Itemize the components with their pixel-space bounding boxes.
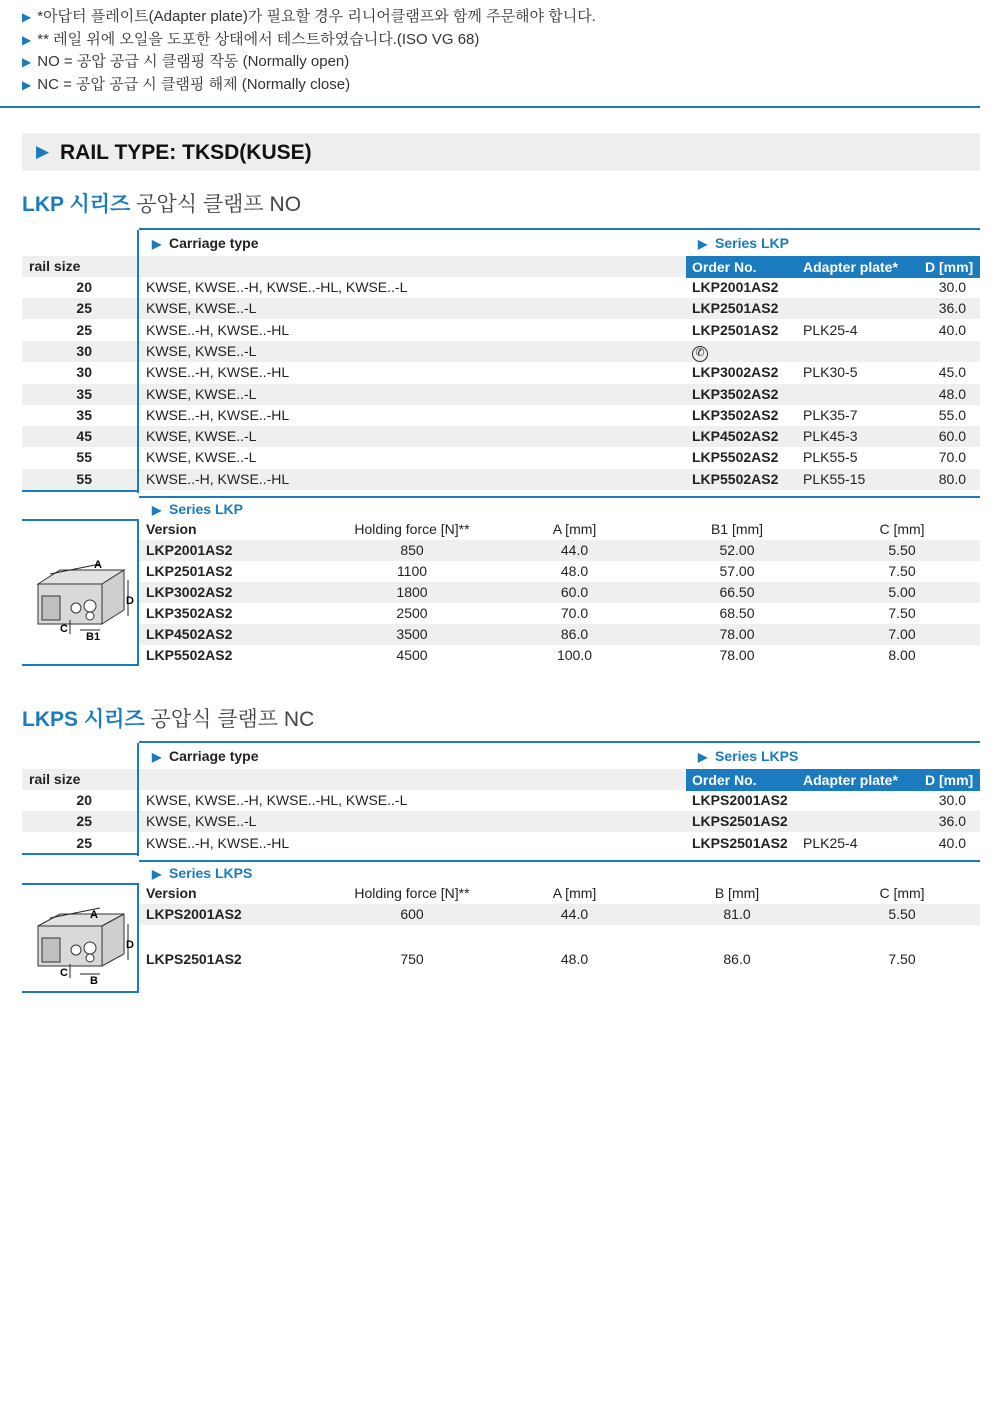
dimension-cell: LKP3502AS2 [146,605,233,621]
dimension-cell: 48.0 [560,950,589,967]
dimension-cell: 7.50 [888,950,916,967]
svg-text:B1: B1 [86,631,101,643]
dimension-cell: 48.0 [560,563,589,579]
note-adapter: ▶ *아답터 플레이트(Adapter plate)가 필요할 경우 리니어클램프와 함께 주문해야 합니다. [22,8,596,25]
dimension-cell: 60.0 [560,584,589,600]
dimension-header-row [22,519,980,540]
rail-size-header: rail size [29,258,81,274]
order-no-cell: LKP5502AS2 [692,449,779,466]
table-row [139,904,980,925]
dimension-cell: 3500 [396,626,428,642]
table-row [22,469,980,490]
rail-type-bar [22,133,980,171]
column-header: A [mm] [552,885,597,901]
rail-size-cell: 25 [76,834,92,851]
d-cell: 45.0 [938,364,966,381]
dimension-cell: 1100 [396,563,428,579]
lkp-section-title: LKP 시리즈 공압식 클램프 NO [22,193,302,216]
carriage-cell: KWSE..-H, KWSE..-HL [146,364,290,381]
series-header: ▶ Series LKP [698,235,789,251]
table-row [22,833,980,854]
table-row [139,925,980,993]
carriage-cell: KWSE, KWSE..-L [146,342,257,359]
dimension-cell: 750 [400,950,424,967]
carriage-type-header: ▶ Carriage type [152,748,259,764]
triangle-icon: ▶ [36,142,50,161]
table-row [139,561,980,582]
svg-text:C: C [60,967,68,979]
d-cell: 36.0 [938,813,966,830]
carriage-cell: KWSE, KWSE..-L [146,449,257,466]
dimension-cell: 66.50 [719,584,755,600]
d-cell: 55.0 [938,406,966,423]
order-no-cell: LKP2501AS2 [692,300,779,317]
order-no-cell: LKP2001AS2 [692,279,779,295]
rail-size-cell: 55 [76,470,92,487]
rail-size-cell: 25 [76,321,92,338]
column-header: A [mm] [552,521,597,537]
carriage-cell: KWSE..-H, KWSE..-HL [146,834,290,851]
dimension-header-row [22,883,980,904]
series-header: ▶ Series LKPS [152,865,253,881]
carriage-cell: KWSE, KWSE..-L [146,300,257,317]
dimension-cell: 52.00 [719,542,755,558]
dimension-cell: 600 [400,906,424,922]
rail-size-cell: 35 [76,385,92,402]
notes [22,6,596,96]
carriage-cell: KWSE, KWSE..-L [146,813,257,830]
column-header: B [mm] [714,885,760,901]
order-no-cell: LKP3002AS2 [692,364,779,381]
note-oil: ▶ ** 레일 위에 오일을 도포한 상태에서 테스트하였습니다.(ISO VG 68) [22,30,480,48]
lkp-carriage-table [22,228,980,493]
dimension-cell: LKP2001AS2 [146,542,233,558]
rail-size-cell: 25 [76,300,92,317]
table-row [22,277,980,298]
table-row [22,298,980,319]
dimension-cell: 7.50 [888,563,916,579]
divider [0,106,980,108]
table-row [139,624,980,645]
table-row [22,405,980,426]
rail-size-cell: 30 [76,364,92,381]
svg-text:D: D [126,595,134,607]
table-row [22,362,980,383]
table-row [22,790,980,811]
adapter-plate-cell: PLK55-5 [803,449,858,466]
lkps-dimension-table [22,860,980,993]
rail-size-cell: 20 [76,279,92,295]
dimension-cell: 81.0 [723,906,751,922]
dimension-cell: 86.0 [723,950,751,967]
dimension-cell: LKP3002AS2 [146,584,233,600]
note-nc: ▶ NC = 공압 공급 시 클램핑 해제 (Normally close) [22,75,351,93]
dimension-cell: 5.50 [888,542,916,558]
dimension-cell: 86.0 [560,626,589,642]
dimension-cell: 2500 [396,605,428,621]
order-header-bar: Order No. Adapter plate* D [mm] [686,769,980,791]
lkp-clamp-diagram [30,556,134,646]
adapter-plate-cell: PLK25-4 [803,321,858,338]
svg-text:A: A [94,559,102,571]
rail-size-header: rail size [29,771,81,787]
adapter-plate-cell: PLK25-4 [803,834,858,851]
carriage-cell: KWSE..-H, KWSE..-HL [146,321,290,338]
table-row [22,384,980,405]
adapter-plate-cell: PLK30-5 [803,364,858,381]
dimension-cell: 57.00 [719,563,755,579]
dimension-cell: 5.50 [888,906,916,922]
triangle-icon: ▶ [22,10,32,24]
rail-size-cell: 35 [76,406,92,423]
triangle-icon: ▶ [22,55,32,69]
adapter-plate-cell: PLK35-7 [803,406,858,423]
rail-size-cell: 25 [76,813,92,830]
carriage-cell: KWSE..-H, KWSE..-HL [146,470,290,487]
dimension-cell: LKPS2001AS2 [146,906,242,922]
dimension-cell: 7.00 [888,626,916,642]
dimension-cell: 44.0 [560,906,589,922]
d-cell: 60.0 [938,428,966,445]
triangle-icon: ▶ [22,32,32,47]
adapter-plate-cell: PLK55-15 [803,470,866,487]
dimension-cell: 4500 [396,647,428,663]
dimension-cell: LKP2501AS2 [146,563,233,579]
column-header: B1 [mm] [710,521,764,537]
order-no-cell: LKP3502AS2 [692,406,779,423]
dimension-cell: 5.00 [888,584,916,600]
note-no: ▶ NO = 공압 공급 시 클램핑 작동 (Normally open) [22,53,350,70]
lkps-section-title: LKPS 시리즈 공압식 클램프 NC [22,708,315,731]
rail-size-cell: 30 [76,342,92,359]
svg-text:D: D [126,939,134,951]
carriage-cell: KWSE..-H, KWSE..-HL [146,406,290,423]
svg-text:B: B [90,975,98,987]
triangle-icon: ▶ [22,77,32,92]
order-no-cell: LKP4502AS2 [692,428,779,445]
lkps-clamp-diagram [30,904,134,988]
order-no-cell: LKP2501AS2 [692,321,779,338]
dimension-cell: 78.00 [719,647,755,663]
dimension-cell: 100.0 [556,647,593,663]
table-row [139,645,980,666]
dimension-cell: 850 [400,542,424,558]
column-header: Holding force [N]** [354,521,470,537]
column-header: C [mm] [879,521,925,537]
order-header-bar: Order No. Adapter plate* D [mm] [686,256,980,278]
carriage-cell: KWSE, KWSE..-L [146,385,257,402]
lkp-dimension-table [22,496,980,666]
dimension-cell: 1800 [396,584,428,600]
d-cell: 30.0 [938,792,966,808]
order-no-cell: LKPS2501AS2 [692,834,788,851]
column-header: Holding force [N]** [354,885,470,901]
table-row [22,447,980,468]
carriage-type-header: ▶ Carriage type [152,235,259,251]
dimension-cell: 44.0 [560,542,589,558]
carriage-cell: KWSE, KWSE..-H, KWSE..-HL, KWSE..-L [146,792,408,808]
table-row [22,320,980,341]
column-header: C [mm] [879,885,925,901]
table-row [139,582,980,603]
column-header: Version [146,885,197,901]
carriage-cell: KWSE, KWSE..-H, KWSE..-HL, KWSE..-L [146,279,408,295]
column-header: Version [146,521,197,537]
d-cell: 48.0 [938,385,966,402]
rail-size-cell: 55 [76,449,92,466]
dimension-cell: 70.0 [560,605,589,621]
dimension-cell: 8.00 [888,647,916,663]
carriage-cell: KWSE, KWSE..-L [146,428,257,445]
dimension-cell: 68.50 [719,605,755,621]
table-row [22,811,980,832]
d-cell: 40.0 [938,834,966,851]
lkps-carriage-table [22,741,980,856]
phone-icon: ✆ [692,343,708,362]
dimension-cell: 78.00 [719,626,755,642]
dimension-cell: 7.50 [888,605,916,621]
svg-text:C: C [60,623,68,635]
dimension-cell: LKP4502AS2 [146,626,233,642]
table-row [139,540,980,561]
d-cell: 70.0 [938,449,966,466]
series-header: ▶ Series LKPS [698,748,799,764]
svg-text:A: A [90,909,98,921]
dimension-cell: LKP5502AS2 [146,647,233,663]
d-cell: 30.0 [938,279,966,295]
d-cell: 80.0 [938,470,966,487]
order-no-cell: LKP3502AS2 [692,385,779,402]
dimension-cell: LKPS2501AS2 [146,950,242,967]
table-row [22,426,980,447]
d-cell: 36.0 [938,300,966,317]
table-row [139,603,980,624]
adapter-plate-cell: PLK45-3 [803,428,858,445]
order-no-cell: LKPS2501AS2 [692,813,788,830]
order-no-cell: LKP5502AS2 [692,470,779,487]
rail-size-cell: 45 [76,428,92,445]
rail-type-title: RAIL TYPE: TKSD(KUSE) [60,141,312,164]
table-row [22,341,980,362]
series-header: ▶ Series LKP [152,501,243,517]
d-cell: 40.0 [938,321,966,338]
rail-size-cell: 20 [76,792,92,808]
order-no-cell: LKPS2001AS2 [692,792,788,808]
